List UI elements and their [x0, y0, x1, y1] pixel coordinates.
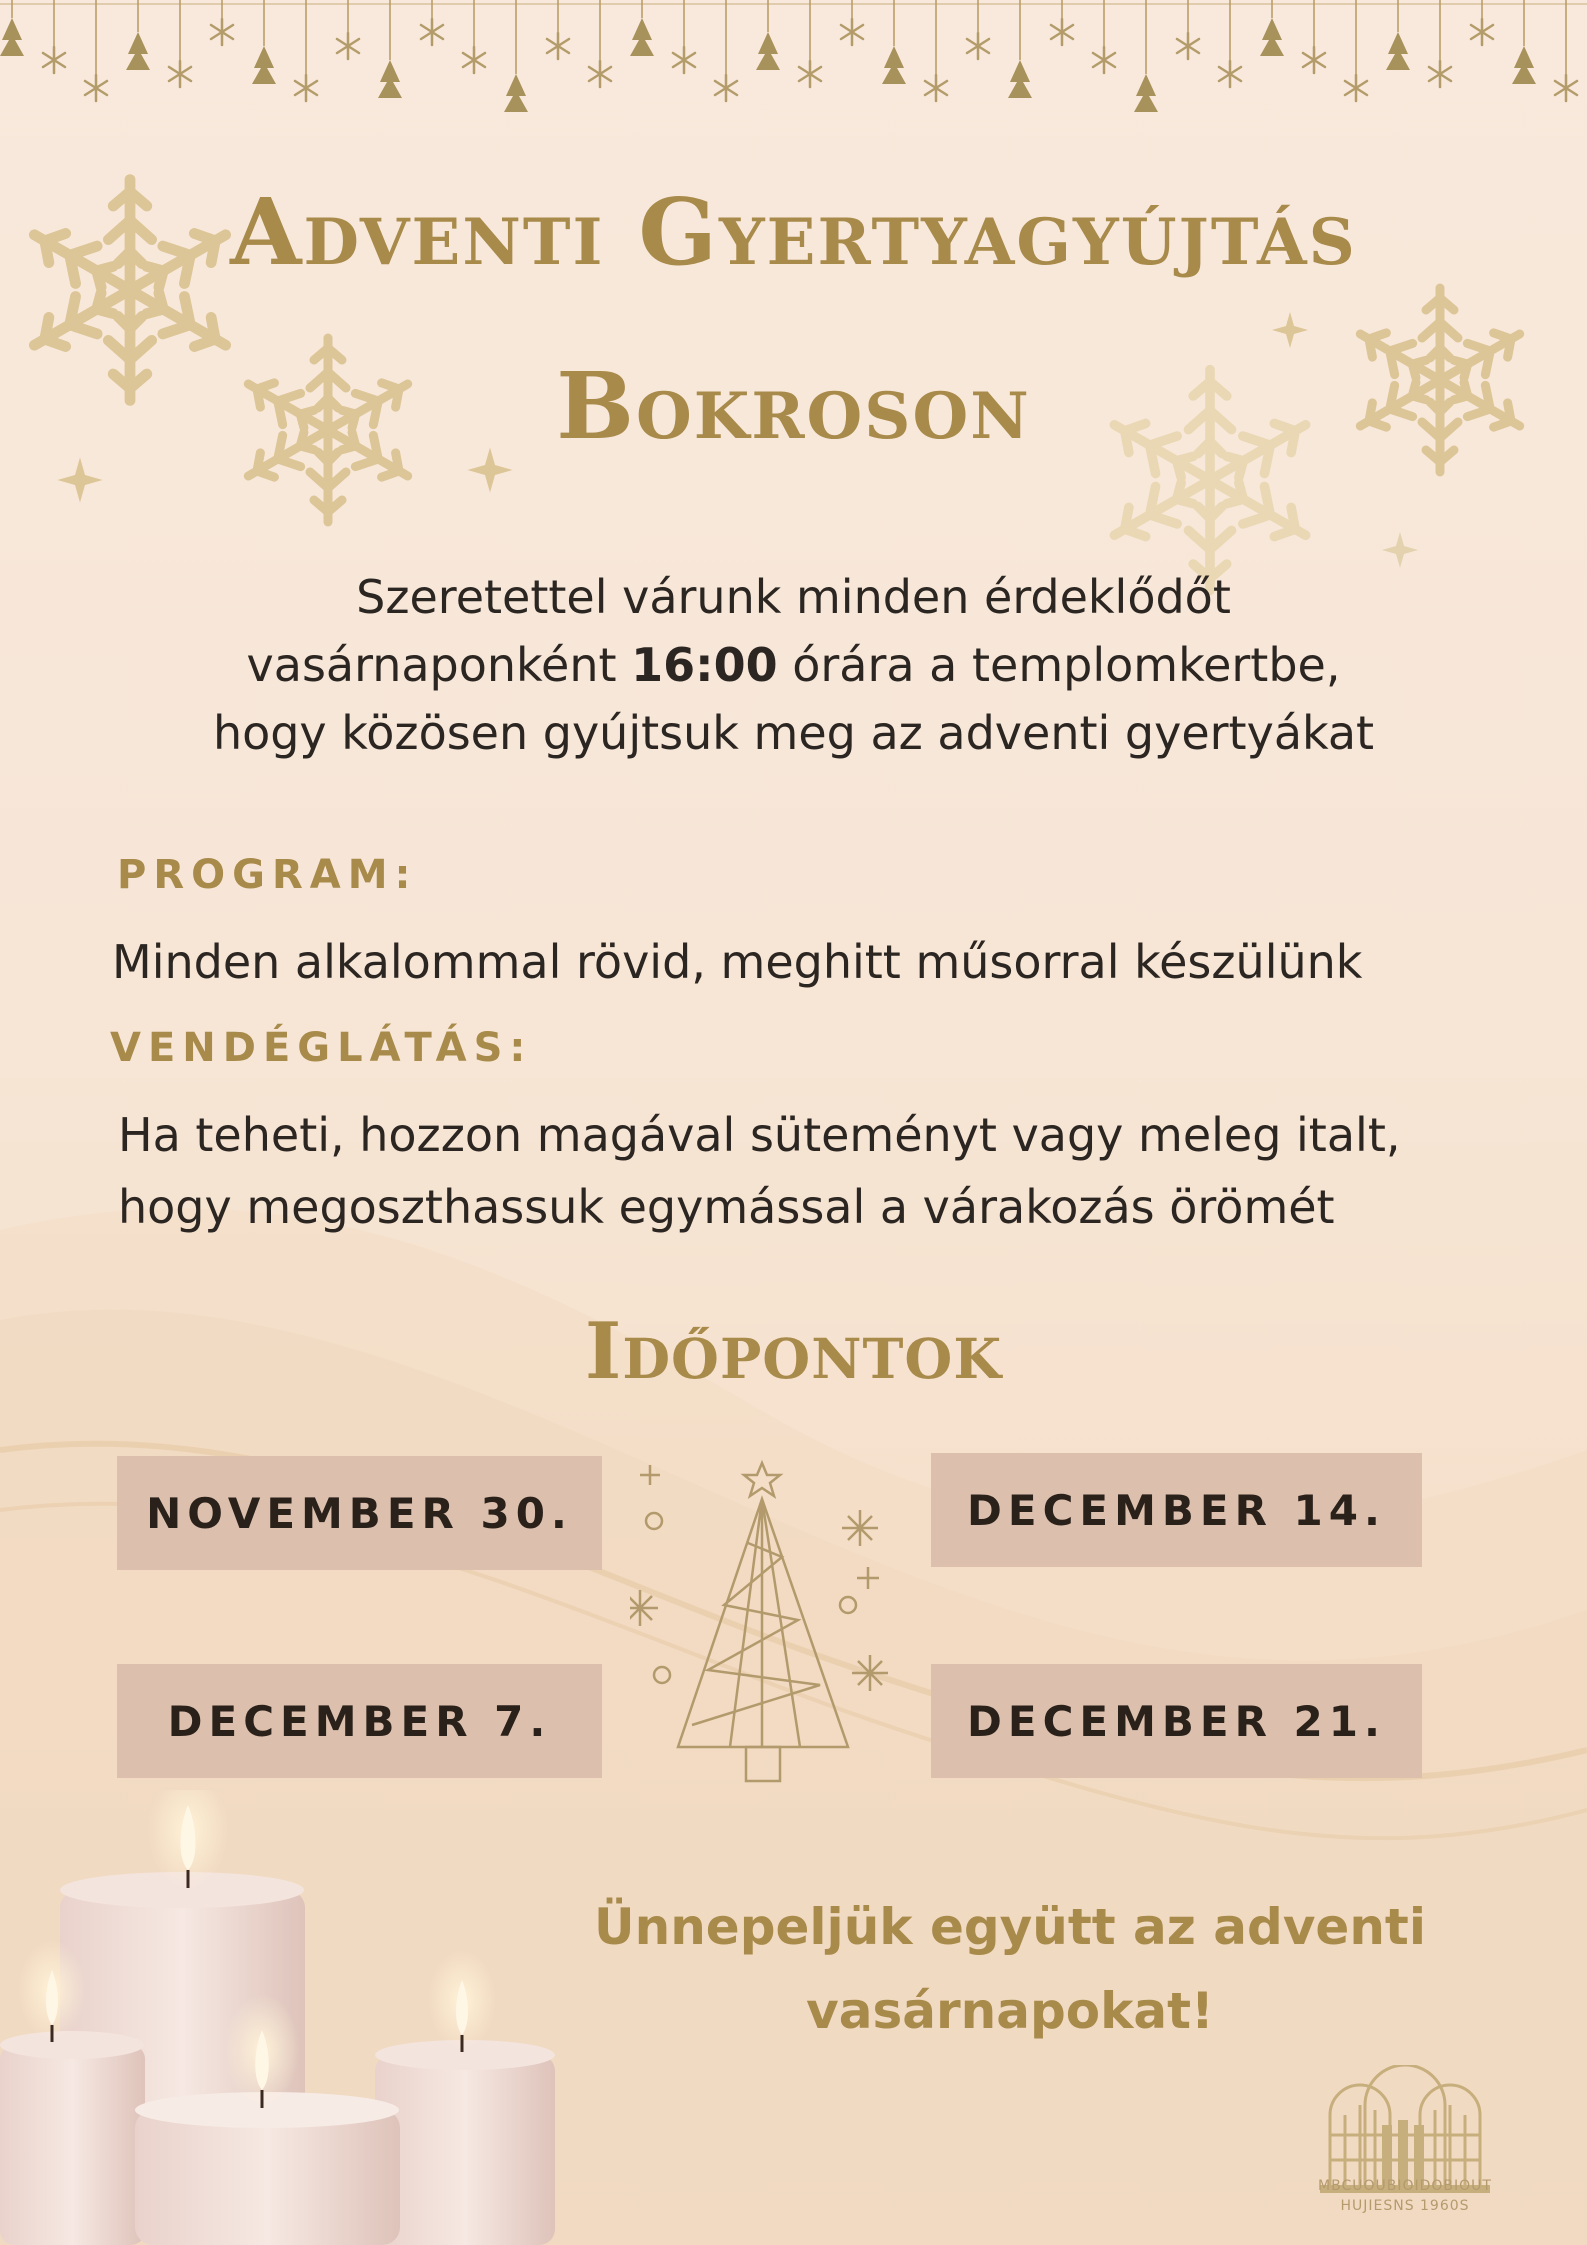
- hospitality-text: hogy megoszthassuk egymással a várakozás örömét: [118, 1180, 1335, 1234]
- date-box: DECEMBER 14.: [931, 1453, 1422, 1567]
- dates-title: Időpontok: [584, 1306, 1003, 1397]
- poster-title: Adventi Gyertyagyújtás: [230, 178, 1357, 286]
- intro-text: vasárnaponként: [246, 638, 632, 692]
- date-box: DECEMBER 21.: [931, 1664, 1422, 1778]
- date-box: NOVEMBER 30.: [117, 1456, 602, 1570]
- closing-line: Ünnepeljük együtt az adventi: [594, 1898, 1426, 1956]
- star-icon: [1270, 310, 1310, 350]
- intro-line: [0, 630, 1587, 700]
- poster-title-location: Bokroson: [556, 352, 1031, 460]
- closing-message: [560, 1885, 1460, 2053]
- intro-text: órára a templomkertbe,: [777, 638, 1341, 692]
- hospitality-text: Ha teheti, hozzon magával süteményt vagy meleg italt,: [118, 1108, 1401, 1162]
- intro-time: 16:00: [631, 638, 778, 692]
- logo-text: HUJIESNS 1960S: [1340, 2198, 1470, 2214]
- logo-text: MBCUOUBIOIDOBIOUT: [1318, 2178, 1492, 2194]
- christmas-tree-icon: [630, 1455, 900, 1795]
- star-icon: [55, 455, 105, 505]
- candle-icon: [0, 1790, 580, 2245]
- date-box: DECEMBER 7.: [117, 1664, 602, 1778]
- closing-line: vasárnapokat!: [806, 1982, 1214, 2040]
- intro-line: Szeretettel várunk minden érdeklődőt: [356, 570, 1231, 624]
- program-text: Minden alkalommal rövid, meghitt műsorral készülünk: [112, 935, 1363, 989]
- garland-decoration: [0, 0, 1587, 140]
- hospitality-label: VENDÉGLÁTÁS:: [110, 1025, 533, 1071]
- program-label: PROGRAM:: [117, 852, 418, 898]
- intro-line: hogy közösen gyújtsuk meg az adventi gyertyákat: [212, 706, 1375, 760]
